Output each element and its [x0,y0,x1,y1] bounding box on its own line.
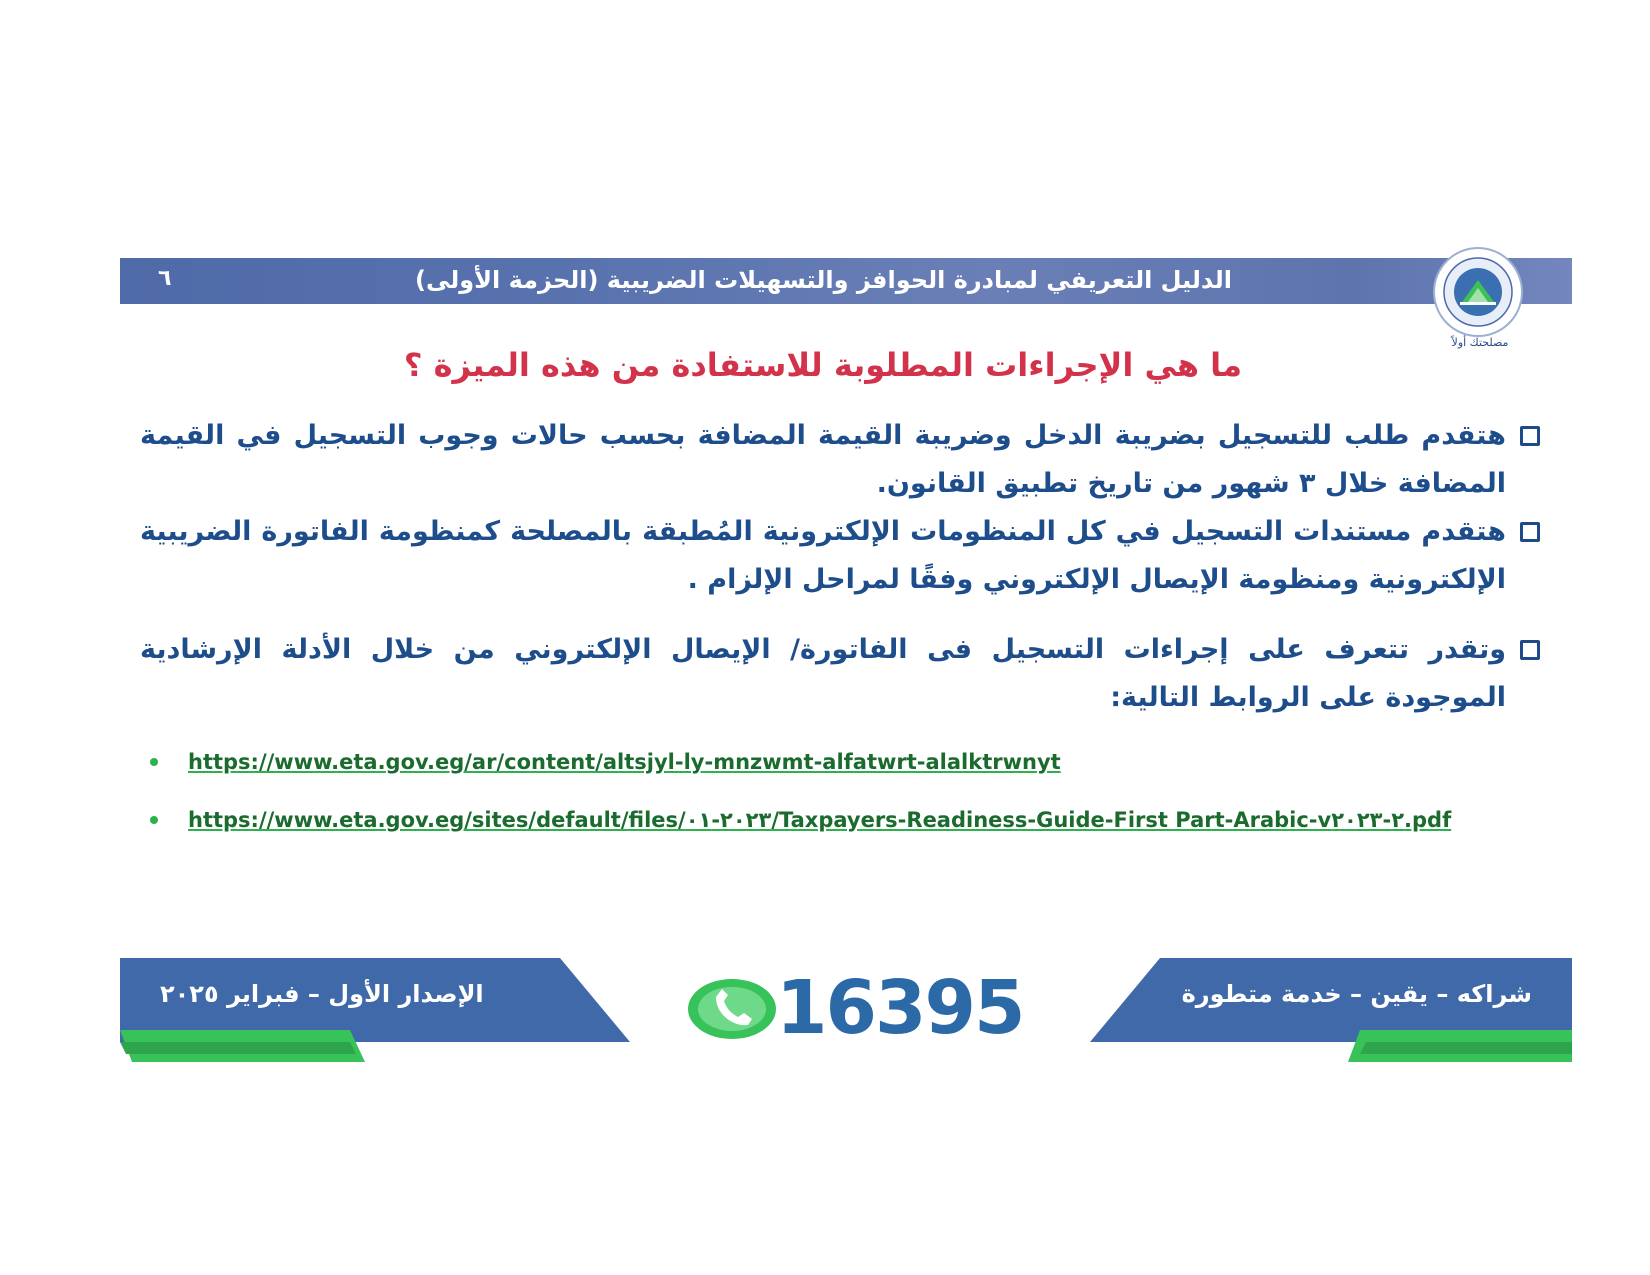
question-title: ما هي الإجراءات المطلوبة للاستفادة من هذه الميزة ؟ [403,346,1242,384]
page-number: ٦ [158,266,172,291]
bullet-dot-icon [150,758,158,766]
bullet-item [140,412,1540,508]
bullet-text: وتقدر تتعرف على إجراءات التسجيل فى الفاتورة/ الإيصال الإلكتروني من خلال الأدلة الإرشادية الموجودة على الروابط التالية: [140,634,1506,713]
hotline-number: 16395 [776,965,1024,1051]
bullet-item [140,626,1540,722]
bullet-dot-icon [150,816,158,824]
checkbox-icon [1520,426,1540,446]
footer-banner-left [120,958,630,1062]
edition-label: الإصدار الأول – فبراير ٢٠٢٥ [160,980,484,1008]
link-item [150,805,1451,835]
guide-link-readiness-pdf[interactable]: https://www.eta.gov.eg/sites/default/files/٢٠٢٣-٠١/Taxpayers-Readiness-Guide-First Part-Arabic-v٢-٢٠٢٣.pdf [188,808,1452,832]
phone-icon [686,975,782,1041]
ministry-of-finance-logo [1432,246,1524,338]
hotline [686,965,1024,1051]
bullet-text: هتقدم طلب للتسجيل بضريبة الدخل وضريبة القيمة المضافة بحسب حالات وجوب التسجيل في القيمة المضافة خلال ٣ شهور من تاريخ تطبيق القانون. [140,420,1506,499]
logo-caption: مصلحتك أولاً [1451,336,1509,349]
bullet-item [140,508,1540,604]
checkbox-icon [1520,640,1540,660]
bullet-text: هتقدم مستندات التسجيل في كل المنظومات الإلكترونية المُطبقة بالمصلحة كمنظومة الفاتورة الضريبية الإلكترونية ومنظومة الإيصال الإلكتروني وفقًا لمراحل الإلزام . [140,516,1506,595]
link-item [150,747,1061,777]
checkbox-icon [1520,522,1540,542]
slogan-label: شراكه – يقين – خدمة متطورة [1181,980,1532,1008]
document-title: الدليل التعريفي لمبادرة الحوافز والتسهيلات الضريبية (الحزمة الأولى) [414,266,1232,294]
guide-link-registration[interactable]: https://www.eta.gov.eg/ar/content/altsjyl-ly-mnzwmt-alfatwrt-alalktrwnyt [188,750,1061,774]
header-band [120,258,1572,304]
footer-banner-right [1090,958,1572,1062]
